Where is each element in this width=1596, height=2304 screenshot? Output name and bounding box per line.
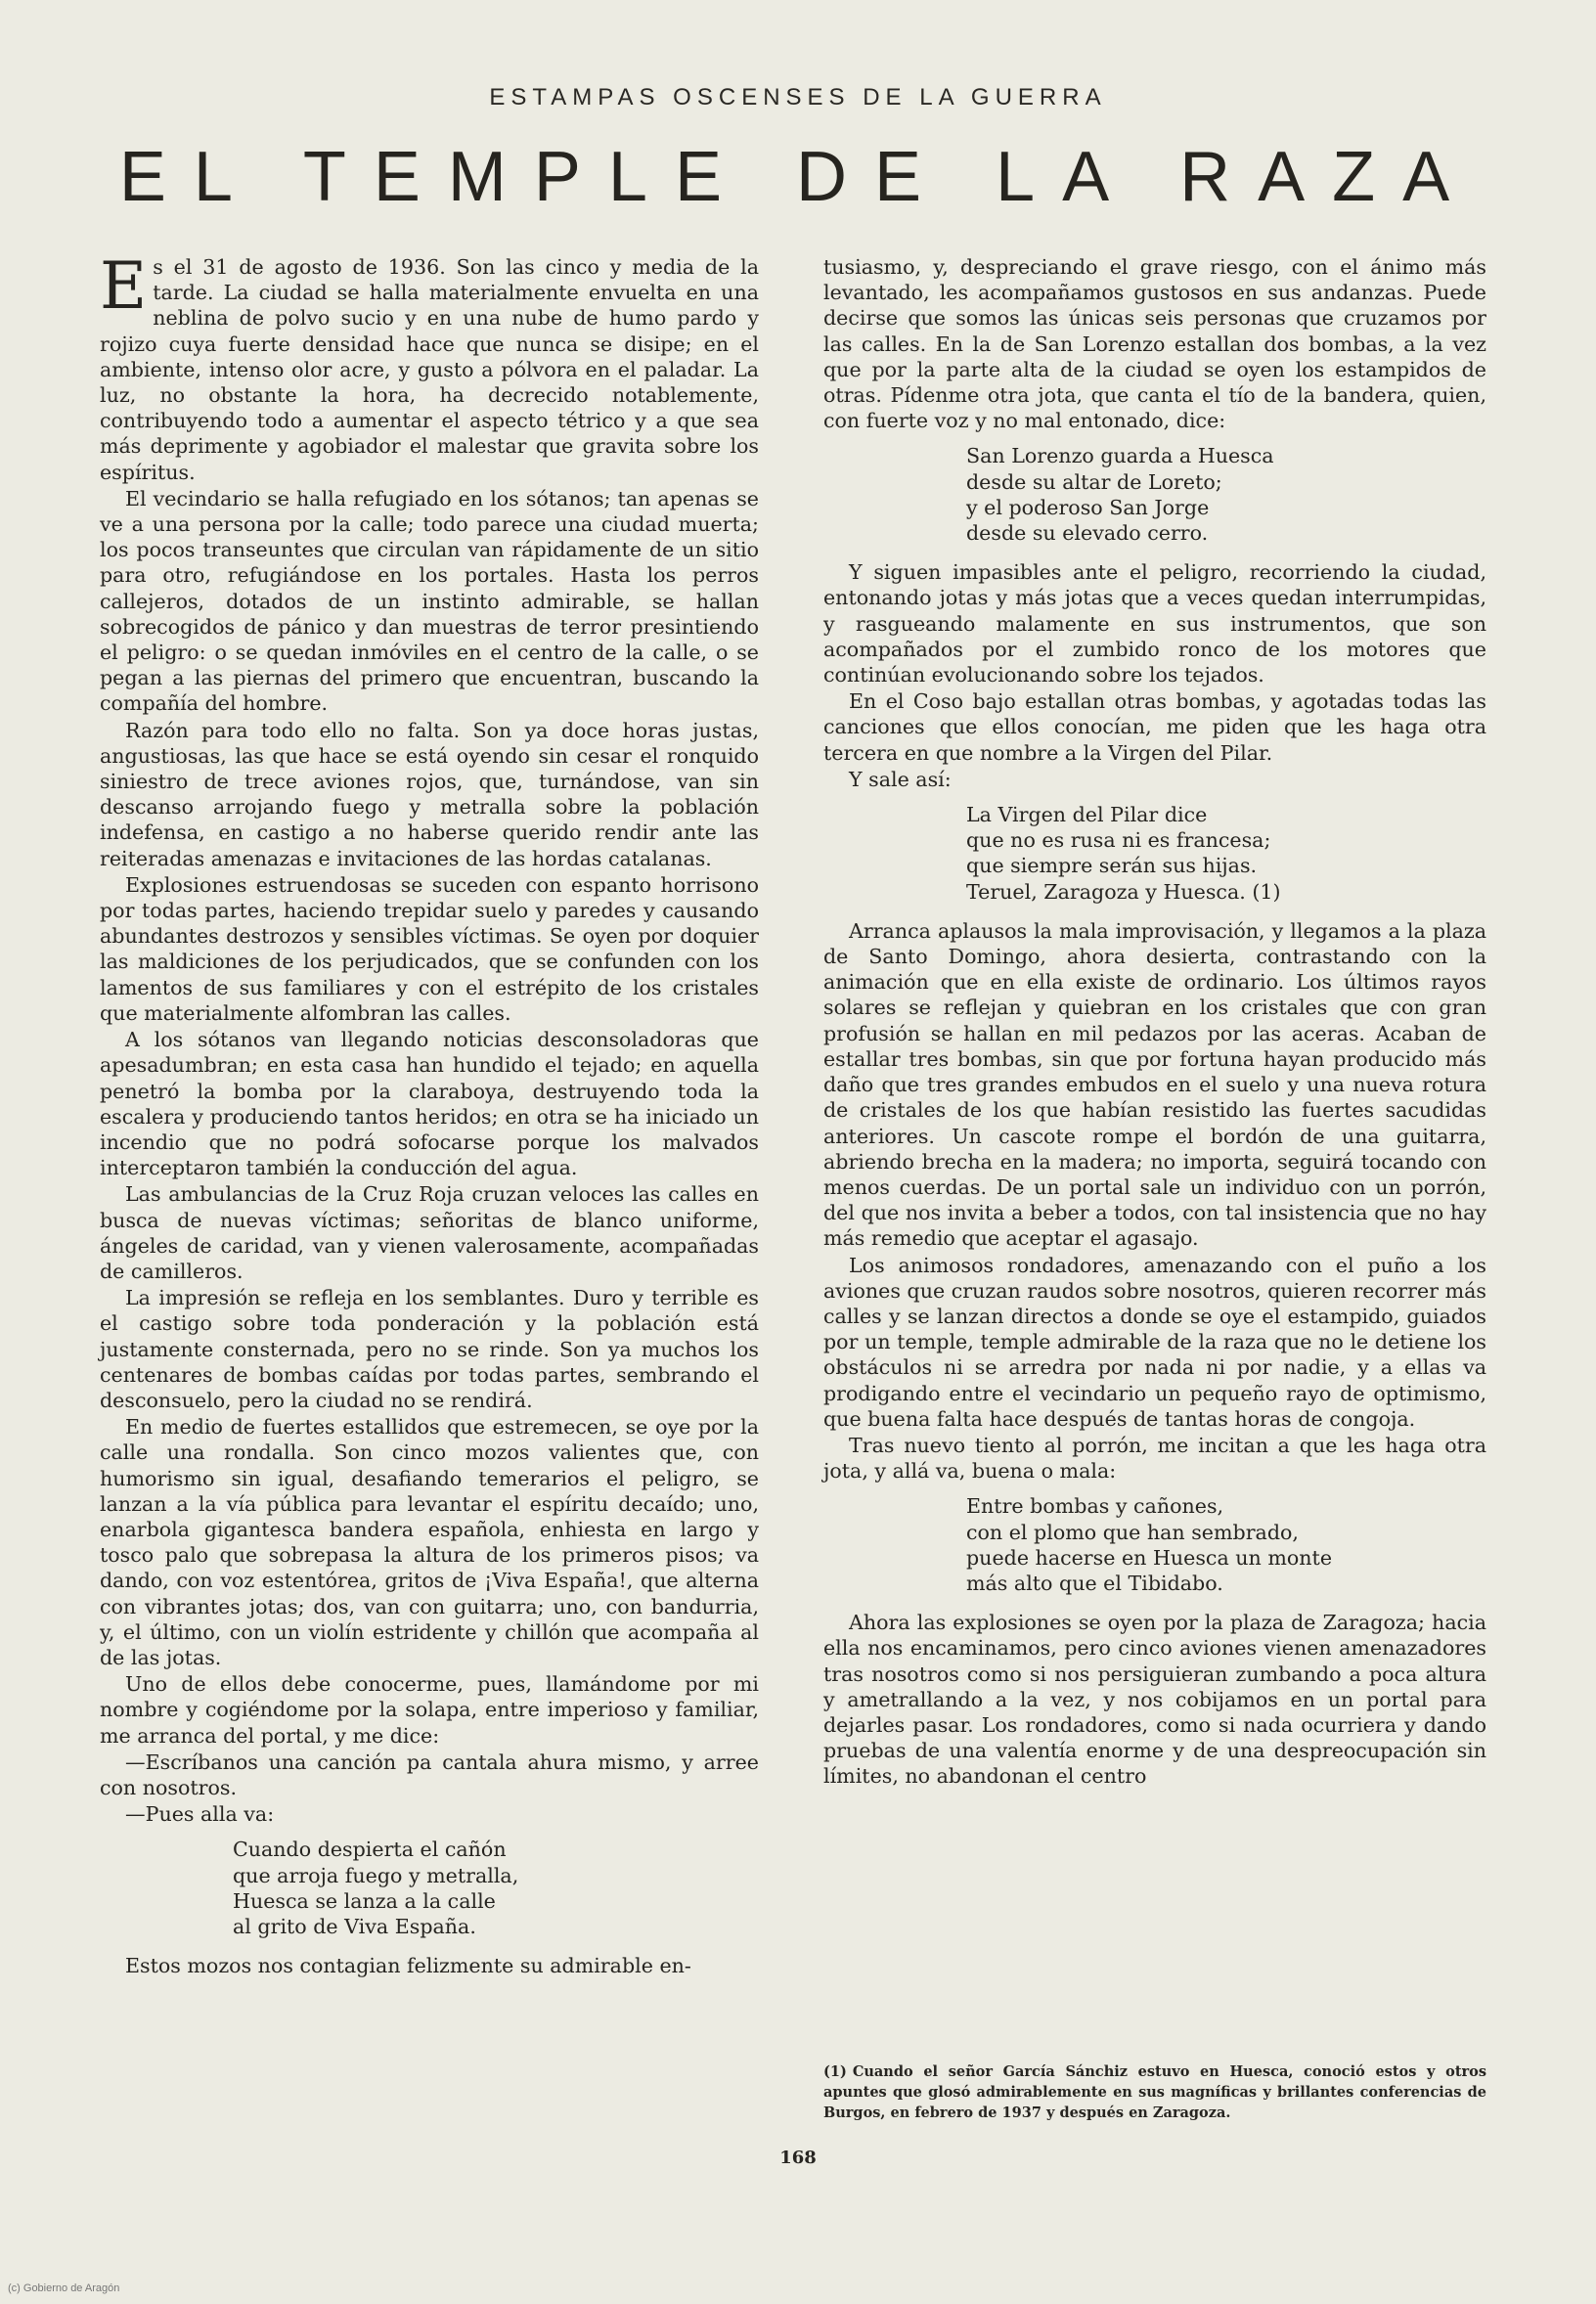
dialogue-line: —Pues alla va: xyxy=(125,1802,275,1827)
paragraph: Explosiones estruendosas se suceden con espanto horrisono por todas partes, haciendo trepidar suelo y paredes y causando abundantes destrozos y sensibles víctimas. Se oyen por doquier las maldiciones de los perjudicados, que se confunden con los lamentos de sus familiares y con el estrépito de los cristales que materialmente alfombran las calles. xyxy=(100,872,759,1025)
page-number: 168 xyxy=(779,2148,817,2168)
verse-line: con el plomo que han sembrado, xyxy=(966,1520,1299,1544)
paragraph-text: s el 31 de agosto de 1936. Son las cinco y media de la tarde. La ciudad se halla materialmente envuelta en una neblina de polvo sucio y en una nube de humo pardo y rojizo cuya fuerte densidad hace que nunca se disipe; en el ambiente, intenso olor acre, y gusto a pólvora en el paladar. La luz, no obstante la hora, ha decrecido notablemente, contribuyendo todo a aumentar el aspecto tétrico y a que sea más deprimente y agobiador el malestar que gravita sobre los espíritus. xyxy=(100,255,759,484)
left-column xyxy=(100,248,759,1979)
verse-line: más alto que el Tibidabo. xyxy=(966,1571,1223,1595)
verse-line: que no es rusa ni es francesa; xyxy=(966,828,1271,853)
paragraph: Ahora las explosiones se oyen por la plaza de Zaragoza; hacia ella nos encaminamos, pero cinco aviones vienen amenazadores tras nosotros como si nos persiguieran zumbando a poca altura y ametrallando a la vez, y nos cobijamos en un portal para dejarles pasar. Los rondadores, como si nada ocurriera y dando pruebas de una valentía enorme y de una despreocupación sin límites, no abandonan el centro xyxy=(823,1611,1486,1789)
verse-line: San Lorenzo guarda a Huesca xyxy=(966,444,1274,468)
verse-line: que arroja fuego y metralla, xyxy=(233,1863,519,1887)
verse-line: desde su altar de Loreto; xyxy=(966,469,1222,494)
footnote-text: Cuando el señor García Sánchiz estuvo en Huesca, conoció estos y otros apuntes que glosó admirablemente en sus magníficas y brillantes conferencias de Burgos, en febrero de 1937 y después en Zaragoza. xyxy=(823,2063,1486,2121)
paragraph: La impresión se refleja en los semblantes. Duro y terrible es el castigo sobre toda ponderación y la población está justamente consternada, pero no se rinde. Son ya muchos los centenares de bombas caídas por todas partes, sembrando el desconsuelo, pero la ciudad no se rendirá. xyxy=(100,1286,759,1412)
verse-block xyxy=(823,1493,1486,1596)
verse-block xyxy=(100,1837,759,1939)
section-kicker: ESTAMPAS OSCENSES DE LA GUERRA xyxy=(489,84,1107,111)
paragraph: tusiasmo, y, despreciando el grave riesgo, con el ánimo más levantado, les acompañamos gustosos en sus andanzas. Puede decirse que somos las únicas seis personas que cruzamos por las calles. En la de San Lorenzo estallan dos bombas, a la vez que por la parte alta de la ciudad se oyen los estampidos de otras. Pídenme otra jota, que canta el tío de la bandera, quien, con fuerte voz y no mal entonado, dice: xyxy=(823,255,1486,433)
article-title: EL TEMPLE DE LA RAZA xyxy=(118,138,1478,216)
paragraph: En el Coso bajo estallan otras bombas, y agotadas todas las canciones que ellos conocían, me piden que les haga otra tercera en que nombre a la Virgen del Pilar. xyxy=(823,689,1486,765)
verse-line: que siempre serán sus hijas. xyxy=(966,854,1258,878)
verse-line: Huesca se lanza a la calle xyxy=(233,1888,496,1913)
paragraph: Uno de ellos debe conocerme, pues, llamándome por mi nombre y cogiéndome por la solapa, entre imperioso y familiar, me arranca del portal, y me dice: xyxy=(100,1672,759,1748)
verse-line: al grito de Viva España. xyxy=(233,1915,476,1938)
verse-line: desde su elevado cerro. xyxy=(966,521,1209,546)
verse-block xyxy=(823,802,1486,905)
right-column xyxy=(823,254,1486,1791)
verse-block xyxy=(823,443,1486,546)
verse-line: La Virgen del Pilar dice xyxy=(966,803,1208,827)
paragraph xyxy=(100,248,759,485)
paragraph: Los animosos rondadores, amenazando con el puño a los aviones que cruzan raudos sobre nosotros, quieren recorrer más calles y se lanzan directos a donde se oye el estampido, guiados por un temple, temple admirable de la raza que no le detiene los obstáculos ni se arredra por nada ni por nadie, y a ellas va prodigando entre el vecindario un pequeño rayo de optimismo, que buena falta hace después de tantas horas de congoja. xyxy=(823,1253,1486,1431)
paragraph: El vecindario se halla refugiado en los sótanos; tan apenas se ve a una persona por la calle; todo parece una ciudad muerta; los pocos transeuntes que circulan van rápidamente de un sitio para otro, refugiándose en los portales. Hasta los perros callejeros, dotados de un instinto admirable, se hallan sobrecogidos de pánico y dan muestras de terror presintiendo el peligro: o se quedan inmóviles en el centro de la calle, o se pegan a las piernas del primero que encuentran, buscando la compañía del hombre. xyxy=(100,486,759,716)
verse-line: Cuando despierta el cañón xyxy=(233,1838,507,1862)
paragraph: Y siguen impasibles ante el peligro, recorriendo la ciudad, entonando jotas y más jotas que a veces quedan interrumpidas, y rasgueando malamente en sus instrumentos, que son acompañados por el zumbido ronco de los motores que continúan evolucionando sobre los tejados. xyxy=(823,560,1486,687)
verse-line: Teruel, Zaragoza y Huesca. (1) xyxy=(966,879,1281,904)
drop-cap: E xyxy=(100,248,148,324)
footnote xyxy=(823,2061,1486,2123)
paragraph: Tras nuevo tiento al porrón, me incitan a que les haga otra jota, y allá va, buena o mala: xyxy=(823,1433,1486,1484)
footnote-mark: (1) xyxy=(823,2063,847,2080)
verse-line: puede hacerse en Huesca un monte xyxy=(966,1545,1333,1570)
paragraph: Arranca aplausos la mala improvisación, y llegamos a la plaza de Santo Domingo, ahora desierta, contrastando con la animación que en ella existe de ordinario. Los últimos rayos solares se reflejan y quiebran en los cristales que con gran profusión se hallan en mil pedazos por las aceras. Acaban de estallar tres bombas, sin que por fortuna hayan producido más daño que tres grandes embudos en el suelo y una nueva rotura de cristales de los que habían resistido las fuertes sacudidas anteriores. Un cascote rompe el bordón de una guitarra, abriendo brecha en la madera; no importa, seguirá tocando con menos cuerdas. De un portal sale un individuo con un porrón, del que nos invita a beber a todos, con tal insistencia que no hay más remedio que aceptar el agasajo. xyxy=(823,918,1486,1251)
copyright-credit: (c) Gobierno de Aragón xyxy=(8,2282,120,2294)
paragraph: Razón para todo ello no falta. Son ya doce horas justas, angustiosas, las que hace se está oyendo sin cesar el ronquido siniestro de trece aviones rojos, que, turnándose, van sin descanso arrojando fuego y metralla sobre la población indefensa, en castigo a no haberse querido rendir ante las reiteradas amenazas e invitaciones de las hordas catalanas. xyxy=(100,718,759,870)
paragraph: En medio de fuertes estallidos que estremecen, se oye por la calle una rondalla. Son cinco mozos valientes que, con humorismo sin igual, desafiando temerarios el peligro, se lanzan a la vía pública para levantar el espíritu decaído; uno, enarbola gigantesca bandera española, enhiesta en largo y tosco palo que sobrepasa la altura de los primeros pisos; va dando, con voz estentórea, gritos de ¡Viva España!, que alterna con vibrantes jotas; dos, van con guitarra; uno, con bandurria, y, el último, con un violín estridente y chillón que acompaña al de las jotas. xyxy=(100,1415,759,1669)
paragraph: Y sale así: xyxy=(849,767,952,791)
dialogue-line: —Escríbanos una canción pa cantala ahura mismo, y arree con nosotros. xyxy=(100,1750,759,1799)
verse-line: Entre bombas y cañones, xyxy=(966,1494,1224,1519)
paragraph: A los sótanos van llegando noticias desconsoladoras que apesadumbran; en esta casa han hundido el tejado; en aquella penetró la bomba por la claraboya, destruyendo toda la escalera y produciendo tantos heridos; en otra se ha iniciado un incendio que no podrá sofocarse porque los malvados interceptaron también la conducción del agua. xyxy=(100,1028,759,1180)
paragraph: Las ambulancias de la Cruz Roja cruzan veloces las calles en busca de nuevas víctimas; señoritas de blanco uniforme, ángeles de caridad, van y vienen valerosamente, acompañadas de camilleros. xyxy=(100,1182,759,1283)
verse-line: y el poderoso San Jorge xyxy=(966,495,1210,519)
paragraph: Estos mozos nos contagian felizmente su admirable en- xyxy=(125,1954,691,1978)
